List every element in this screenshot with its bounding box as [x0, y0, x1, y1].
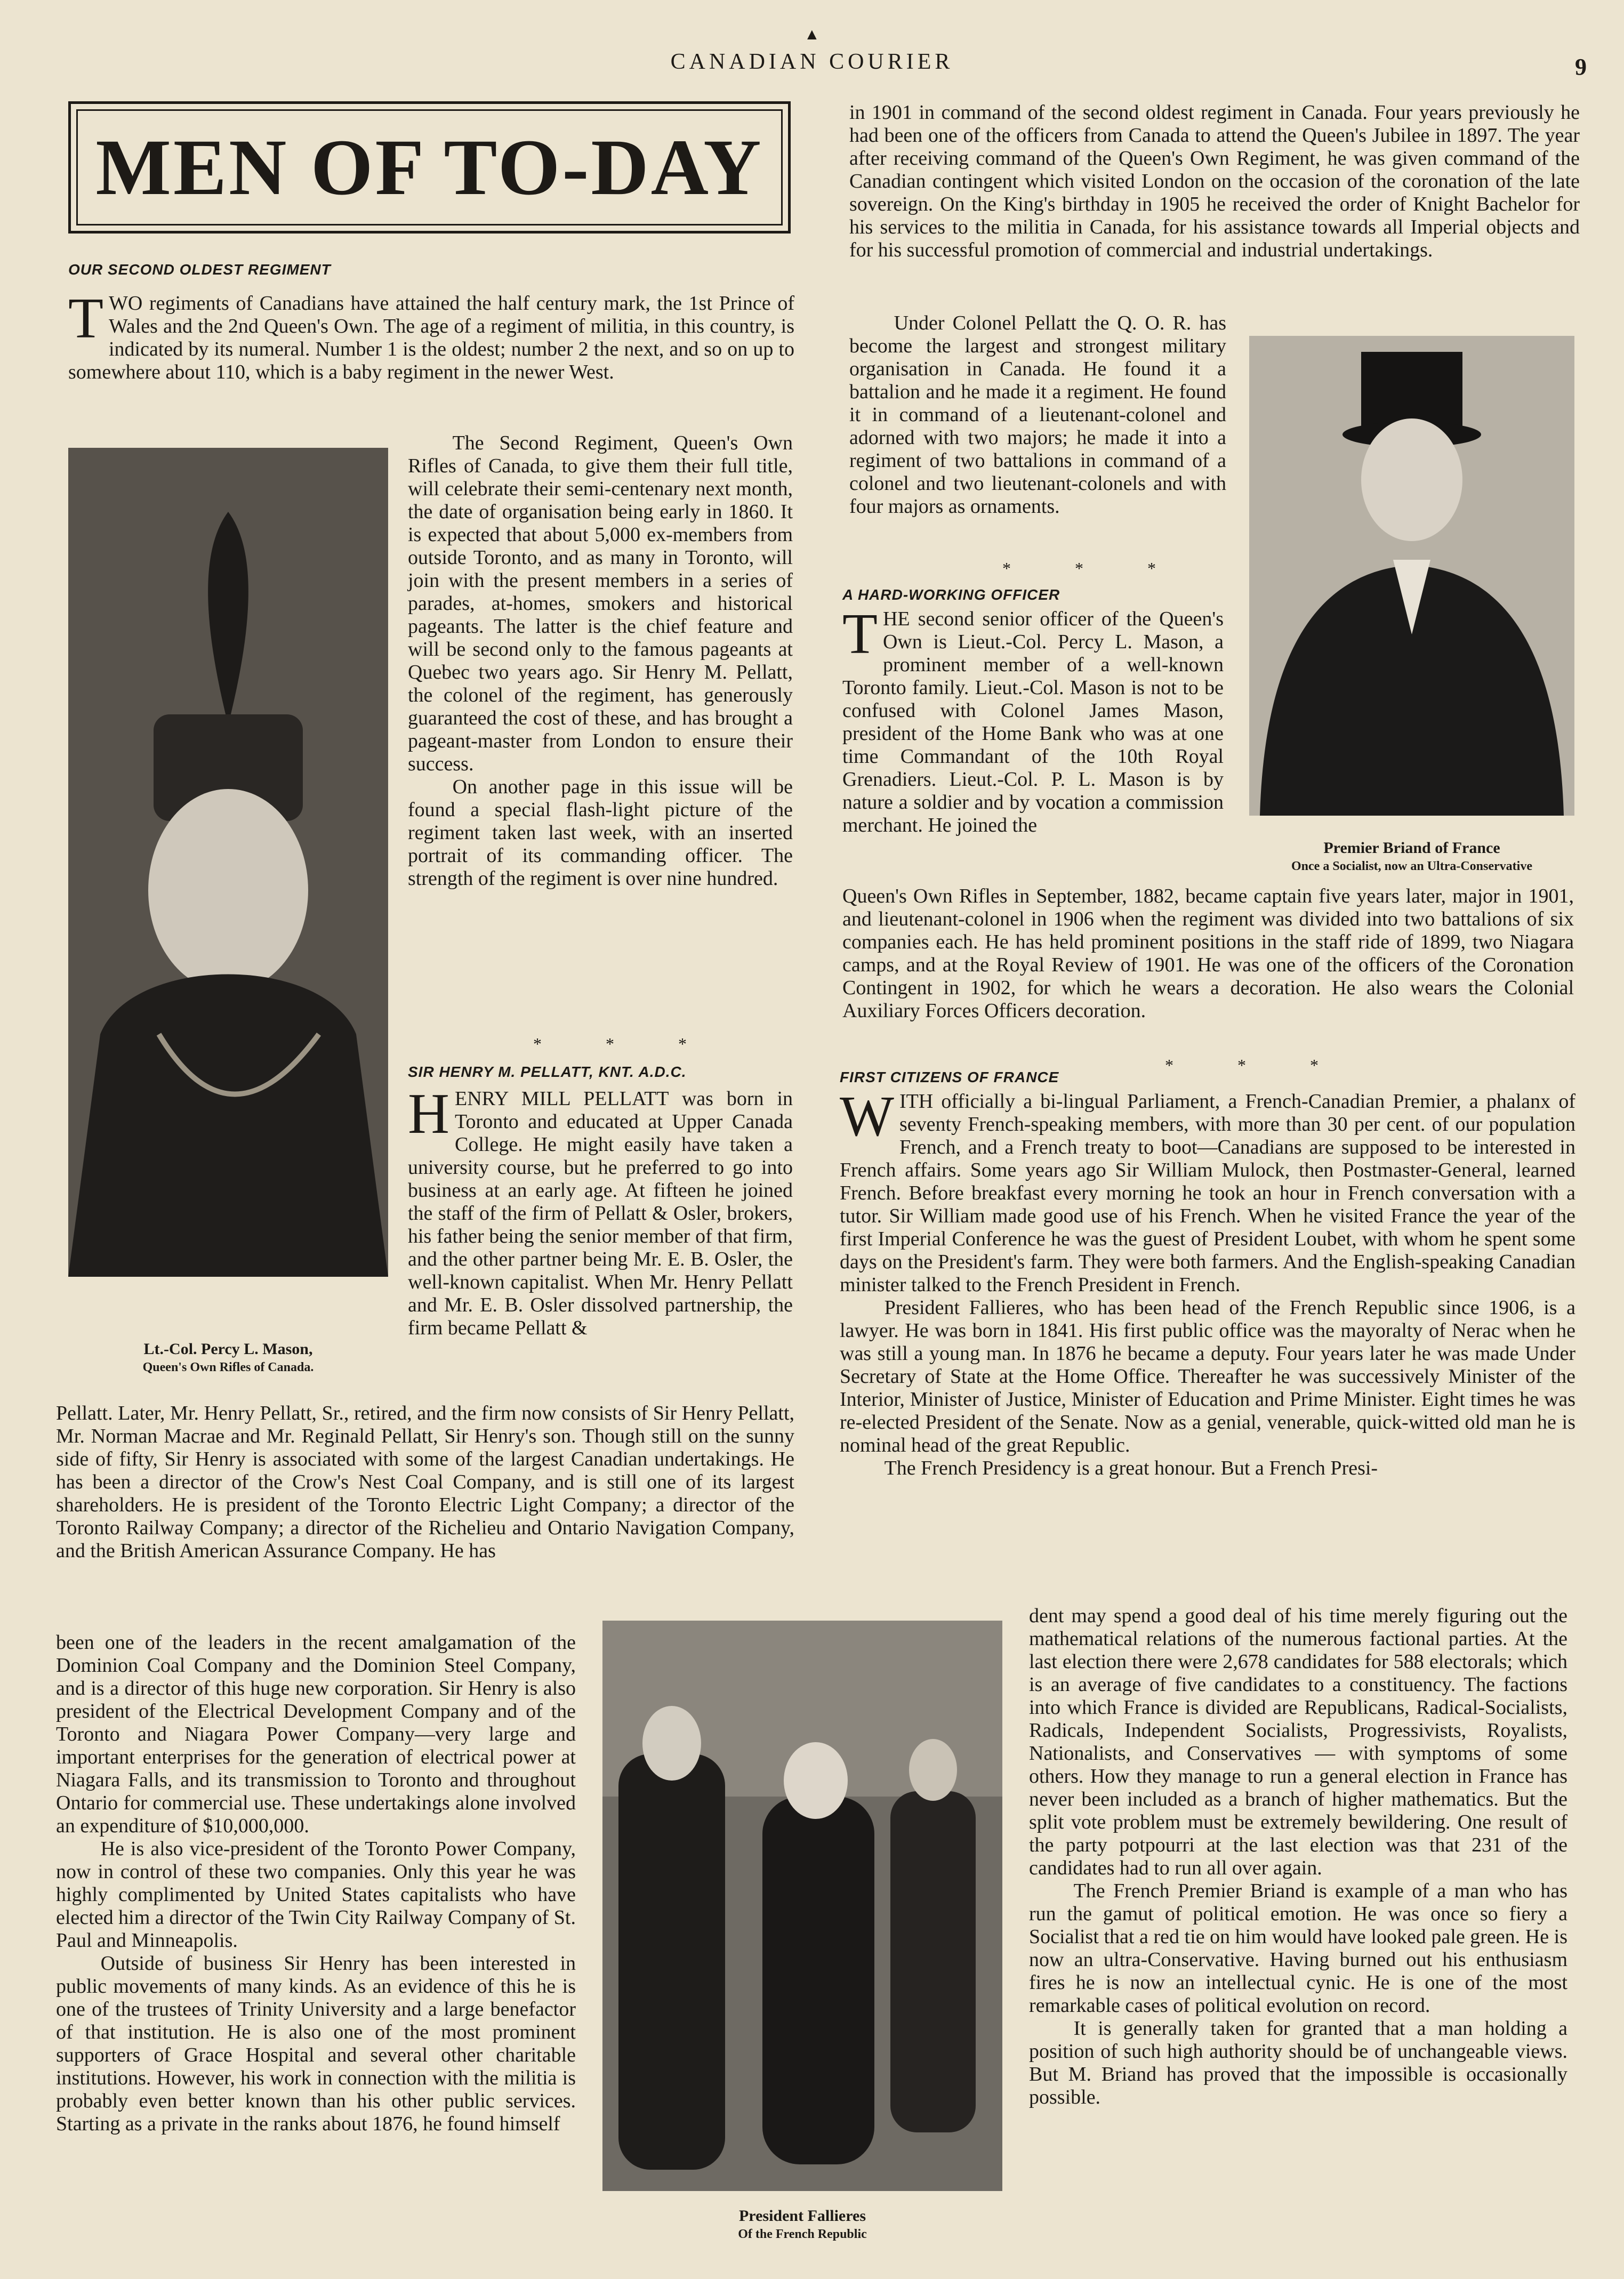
section2-qor: Under Colonel Pellatt the Q. O. R. has become the largest and strongest military organisation in Canada. He found it a battalion and he made it a regiment. He found it in command of a lieutenant-colonel and adorned with two majors; he made it into a regiment of two battalions in command of a colonel and two lieutenant-colonels and with four majors as ornaments. — [849, 312, 1226, 518]
separator-2: * * * — [1002, 559, 1186, 578]
section2-part-c: been one of the leaders in the recent amalgamation of the Dominion Coal Company and the Dominion Steel Company, and is a director of this huge new corporation. Sir Henry is also president of the Electrical Development Company and of the Toronto and Niagara Power Company—very large and important enterprises for the generation of electrical power at Niagara Falls, and its transmission to Toronto and throughout Ontario for commercial use. These undertakings alone involved an expenditure of $10,000,000. He is also vice-president of the Toronto Power Company, now in control of these two companies. Only this year he was highly complimented by United States capitalists who have elected him a director of the Twin City Railway Company of St. Paul and Minneapolis. Outside of business Sir Henry has been interested in public movements of many kinds. As an evidence of this he is one of the trustees of Trinity University and a large benefactor of that institution. He is also one of the most prominent supporters of Grace Hospital and several other charitable institutions. However, his work in connection with the militia is probably even better known than his other public services. Starting as a private in the ranks about 1876, he found himself — [56, 1631, 576, 2135]
section3-part-b: Queen's Own Rifles in September, 1882, became captain five years later, major in 1901, and lieutenant-colonel in 1906 when the regiment was divided into two battalions of six companies each. He has held prominent positions in the staff ride of 1899, two Niagara camps, and at the Royal Review of 1901. He was one of the officers of the Coronation Contingent in 1902, for which he wears a decoration. He also wears the Colonial Auxiliary Forces Officers decoration. — [842, 885, 1574, 1022]
title-box — [68, 101, 791, 233]
section2-continued: in 1901 in command of the second oldest regiment in Canada. Four years previously he had been one of the officers from Canada to attend the Queen's Jubilee in 1897. The year after receiving command of the Queen's Own Regiment, he was given command of the Canadian contingent which visited London on the occasion of the coronation of the late sovereign. On the King's birthday in 1905 he received the order of Knight Bachelor for his services to the militia in Canada, for his assistance towards all Imperial objects and for his successful promotion of commercial and industrial undertakings. — [849, 101, 1580, 261]
running-head: CANADIAN COURIER — [670, 50, 954, 74]
page-number: 9 — [1575, 54, 1587, 80]
caption-mason: Lt.-Col. Percy L. Mason, Queen's Own Rifles of Canada. — [142, 1340, 314, 1374]
section4-intro: WITH officially a bi-lingual Parliament, a French-Canadian Premier, a phalanx of seventy French-speaking members, with more than 30 per cent. of our population French, and a French treaty to boot—Canadians are supposed to be interested in French affairs. Some years ago Sir William Mulock, then Postmaster-General, learned French. Before breakfast every morning he took an hour in French conversation with a tutor. Sir William made good use of his French. When he visited France the year of the first Imperial Conference he was the guest of President Loubet, with whom he spent some days on the President's farm. They were both farmers. And the English-speaking Canadian minister talked to the French President in French. President Fallieres, who has been head of the French Republic since 1906, is a lawyer. He was born in 1841. His first public office was the mayoralty of Nerac when he was still a young man. In 1876 he became a deputy. Four years later he was made Under Secretary of State at the Home Office. Thereafter he was successively Minister of the Interior, Minister of Justice, Minister of Education and Prime Minister. Eight times he was re-elected President of the Senate. Now as a genial, venerable, quick-witted old man he is nominal head of the great Republic. The French Presidency is a great honour. But a French Presi- — [840, 1085, 1575, 1479]
photo-fallieres — [602, 1621, 1002, 2191]
section1-intro: TWO regiments of Canadians have attained the half century mark, the 1st Prince of Wales and the 2nd Queen's Own. The age of a regiment of militia, in this country, is indicated by its numeral. Number 1 is the oldest; number 2 the next, and so on up to somewhere about 110, which is a baby regiment in the newer West. — [68, 287, 794, 383]
caption-briand: Premier Briand of France Once a Socialist, now an Ultra-Conservative — [1291, 839, 1532, 873]
dropcap-t: T — [68, 287, 103, 350]
caption-fallieres: President Fallieres Of the French Republic — [738, 2207, 867, 2241]
section2-part-b: Pellatt. Later, Mr. Henry Pellatt, Sr., retired, and the firm now consists of Sir Henry Pellatt, Mr. Norman Macrae and Mr. Reginald Pellatt, Sir Henry's son. Though still on the sunny side of fifty, Sir Henry is associated with some of the largest Canadian undertakings. He has been a director of the Crow's Nest Coal Company, and is still one of its largest shareholders. He is president of the Toronto Electric Light Company; a director of the Toronto Railway Company; a director of the Richelieu and Ontario Navigation Company, and the British American Assurance Company. He has — [56, 1402, 794, 1562]
top-ornament: ▲ — [804, 26, 820, 43]
dropcap-h: H — [408, 1082, 449, 1146]
heading-first-citizens-of-france: FIRST CITIZENS OF FRANCE — [840, 1069, 1059, 1085]
photo-briand — [1249, 336, 1574, 816]
section4-body: dent may spend a good deal of his time merely figuring out the mathematical relations of the numerous factional parties. At the last election there were 2,678 candidates for 588 electorals; which is an average of five candidates to a constituency. The factions into which France is divided are Republicans, Radical-Socialists, Radicals, Independent Socialists, Progressivists, Royalists, Nationalists, and Conservatives — with symptoms of some others. How they manage to run a general election in France has never been included as a branch of higher mathematics. But the split vote problem must be extremely bewildering. One result of the party potpourri at the last election was that 231 of the candidates had to run all over again. The French Premier Briand is example of a man who has run the gamut of political emotion. He was once so fiery a Socialist that a red tie on him would have looked pale green. He is now an ultra-Conservative. Having burned out his enthusiasm fires he is now an intellectual cynic. He is one of the most remarkable cases of political evolution on record. It is generally taken for granted that a man holding a position of such high authority should be of unchangeable views. But M. Briand has proved that the impossible is occasionally possible. — [1029, 1605, 1567, 2108]
section3-part-a: THE second senior officer of the Queen's Own is Lieut.-Col. Percy L. Mason, a prominent member of a well-known Toronto family. Lieut.-Col. Mason is not to be confused with Colonel James Mason, president of the Home Bank who was at one time Commandant of the 10th Royal Grenadiers. Lieut.-Col. P. L. Mason is by nature a soldier and by vocation a commission merchant. He joined the — [842, 602, 1224, 836]
page-title: MEN OF TO-DAY — [95, 123, 763, 212]
section1-body: The Second Regiment, Queen's Own Rifles of Canada, to give them their full title, will celebrate their semi-centenary next month, the date of organisation being early in 1860. It is expected that about 5,000 ex-members from outside Toronto, and as many in Toronto, will join with the present members in a series of parades, at-homes, smokers and historical pageants. The latter is the chief feature and will be second only to the famous pageants at Quebec two years ago. Sir Henry M. Pellatt, the colonel of the regiment, has generously guaranteed the cost of these, and has brought a pageant-master from London to ensure their success. On another page in this issue will be found a special flash-light picture of the regiment taken last week, with an inserted portrait of its commanding officer. The strength of the regiment is over nine hundred. — [408, 432, 793, 890]
section2-part-a: HENRY MILL PELLATT was born in Toronto and educated at Upper Canada College. He might easily have taken a university course, but he preferred to go into business at an early age. At fifteen he joined the staff of the firm of Pellatt & Osler, brokers, his father being the senior member of that firm, and the other partner being Mr. E. B. Osler, the well-known capitalist. When Mr. Henry Pellatt and Mr. E. B. Osler dissolved partnership, the firm became Pellatt & — [408, 1082, 793, 1339]
photo-mason — [68, 448, 388, 1277]
heading-pellatt: SIR HENRY M. PELLATT, KNT. A.D.C. — [408, 1064, 687, 1080]
separator-3: * * * — [1165, 1056, 1348, 1075]
heading-hard-working-officer: A HARD-WORKING OFFICER — [842, 586, 1060, 603]
heading-second-oldest-regiment: OUR SECOND OLDEST REGIMENT — [68, 261, 331, 278]
separator-1: * * * — [533, 1034, 717, 1053]
dropcap-w: W — [840, 1085, 894, 1148]
dropcap-t-2: T — [842, 602, 878, 666]
